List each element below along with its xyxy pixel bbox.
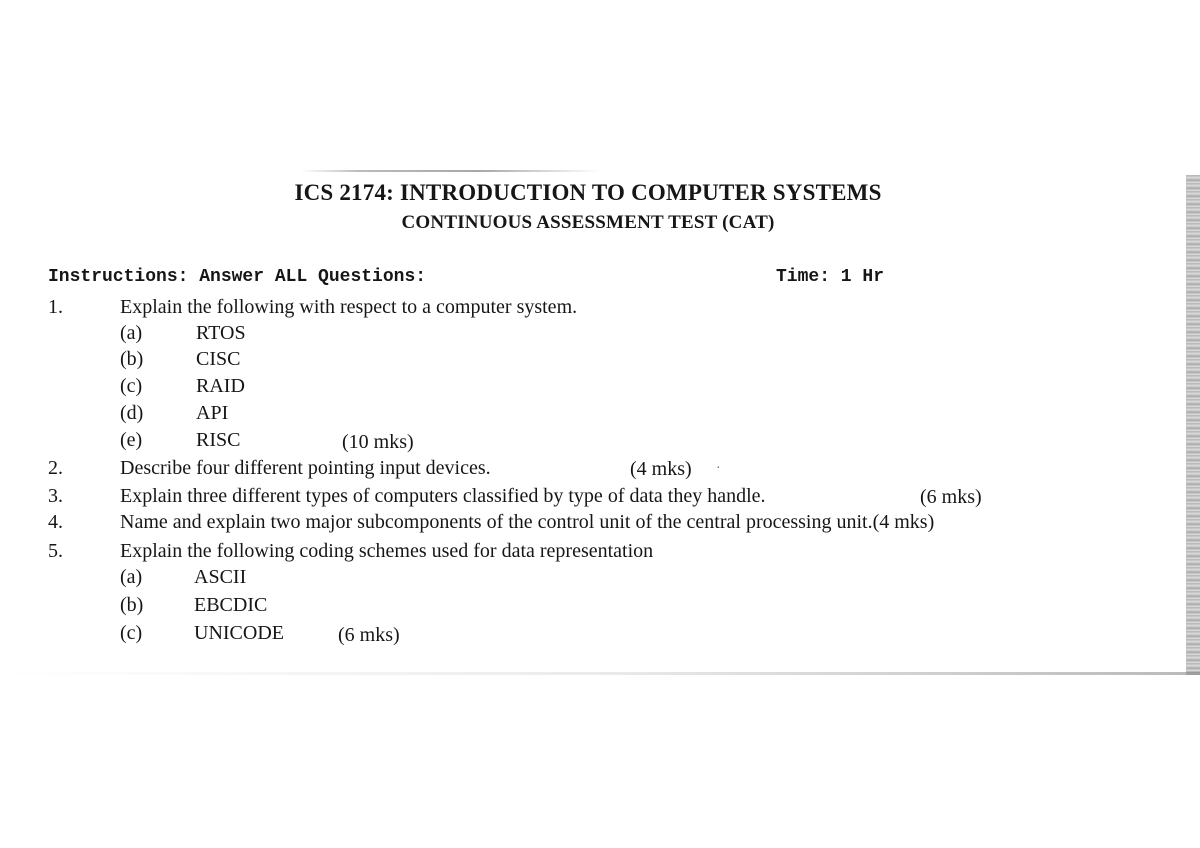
question-1-item-e-label: (e) — [120, 429, 143, 451]
question-1-item-b-label: (b) — [120, 348, 144, 370]
test-title: CONTINUOUS ASSESSMENT TEST (CAT) — [401, 212, 775, 233]
scan-artifact-right-edge — [1186, 175, 1200, 675]
question-3-marks: (6 mks) — [920, 486, 982, 508]
time-allowed: Time: 1 Hr — [776, 267, 885, 287]
question-2-text: Describe four different pointing input devices. — [120, 457, 491, 479]
question-5-item-b-term: EBCDIC — [194, 594, 268, 616]
question-1-item-e-term: RISC — [196, 429, 241, 451]
course-title: ICS 2174: INTRODUCTION TO COMPUTER SYSTEMS — [294, 180, 882, 205]
question-5-marks: (6 mks) — [338, 624, 400, 646]
question-2-marks: (4 mks) — [630, 458, 692, 480]
question-3-number: 3. — [48, 485, 63, 507]
question-5-text: Explain the following coding schemes used for data representation — [120, 540, 654, 562]
question-5-item-a-label: (a) — [120, 566, 143, 588]
question-5-number: 5. — [48, 540, 63, 562]
question-4-number: 4. — [48, 511, 63, 533]
question-1-item-a-label: (a) — [120, 322, 143, 344]
question-4-marks: (4 mks) — [872, 511, 935, 533]
question-5-item-c-term: UNICODE — [194, 622, 284, 644]
scan-artifact-bottom-edge — [0, 672, 1200, 675]
question-1-text: Explain the following with respect to a computer system. — [120, 296, 578, 318]
question-2-number: 2. — [48, 457, 63, 479]
question-1-item-d-term: API — [196, 402, 229, 424]
question-5-item-a-term: ASCII — [194, 566, 247, 588]
question-4-body: Name and explain two major subcomponents of the control unit of the central processing unit. — [120, 511, 873, 533]
question-1-number: 1. — [48, 296, 63, 318]
question-1-item-d-label: (d) — [120, 402, 144, 424]
question-1-item-a-term: RTOS — [196, 322, 246, 344]
scan-artifact-top — [300, 170, 600, 172]
question-1-item-c-term: RAID — [196, 375, 245, 397]
question-3-text: Explain three different types of computers classified by type of data they handle. — [120, 485, 766, 507]
instructions: Instructions: Answer ALL Questions: — [48, 267, 427, 287]
question-5-item-c-label: (c) — [120, 622, 143, 644]
question-5-item-b-label: (b) — [120, 594, 144, 616]
question-1-item-b-term: CISC — [196, 348, 241, 370]
question-4-text — [120, 511, 934, 534]
scan-mark: · — [716, 461, 721, 476]
question-1-marks: (10 mks) — [342, 431, 414, 453]
question-1-item-c-label: (c) — [120, 375, 143, 397]
